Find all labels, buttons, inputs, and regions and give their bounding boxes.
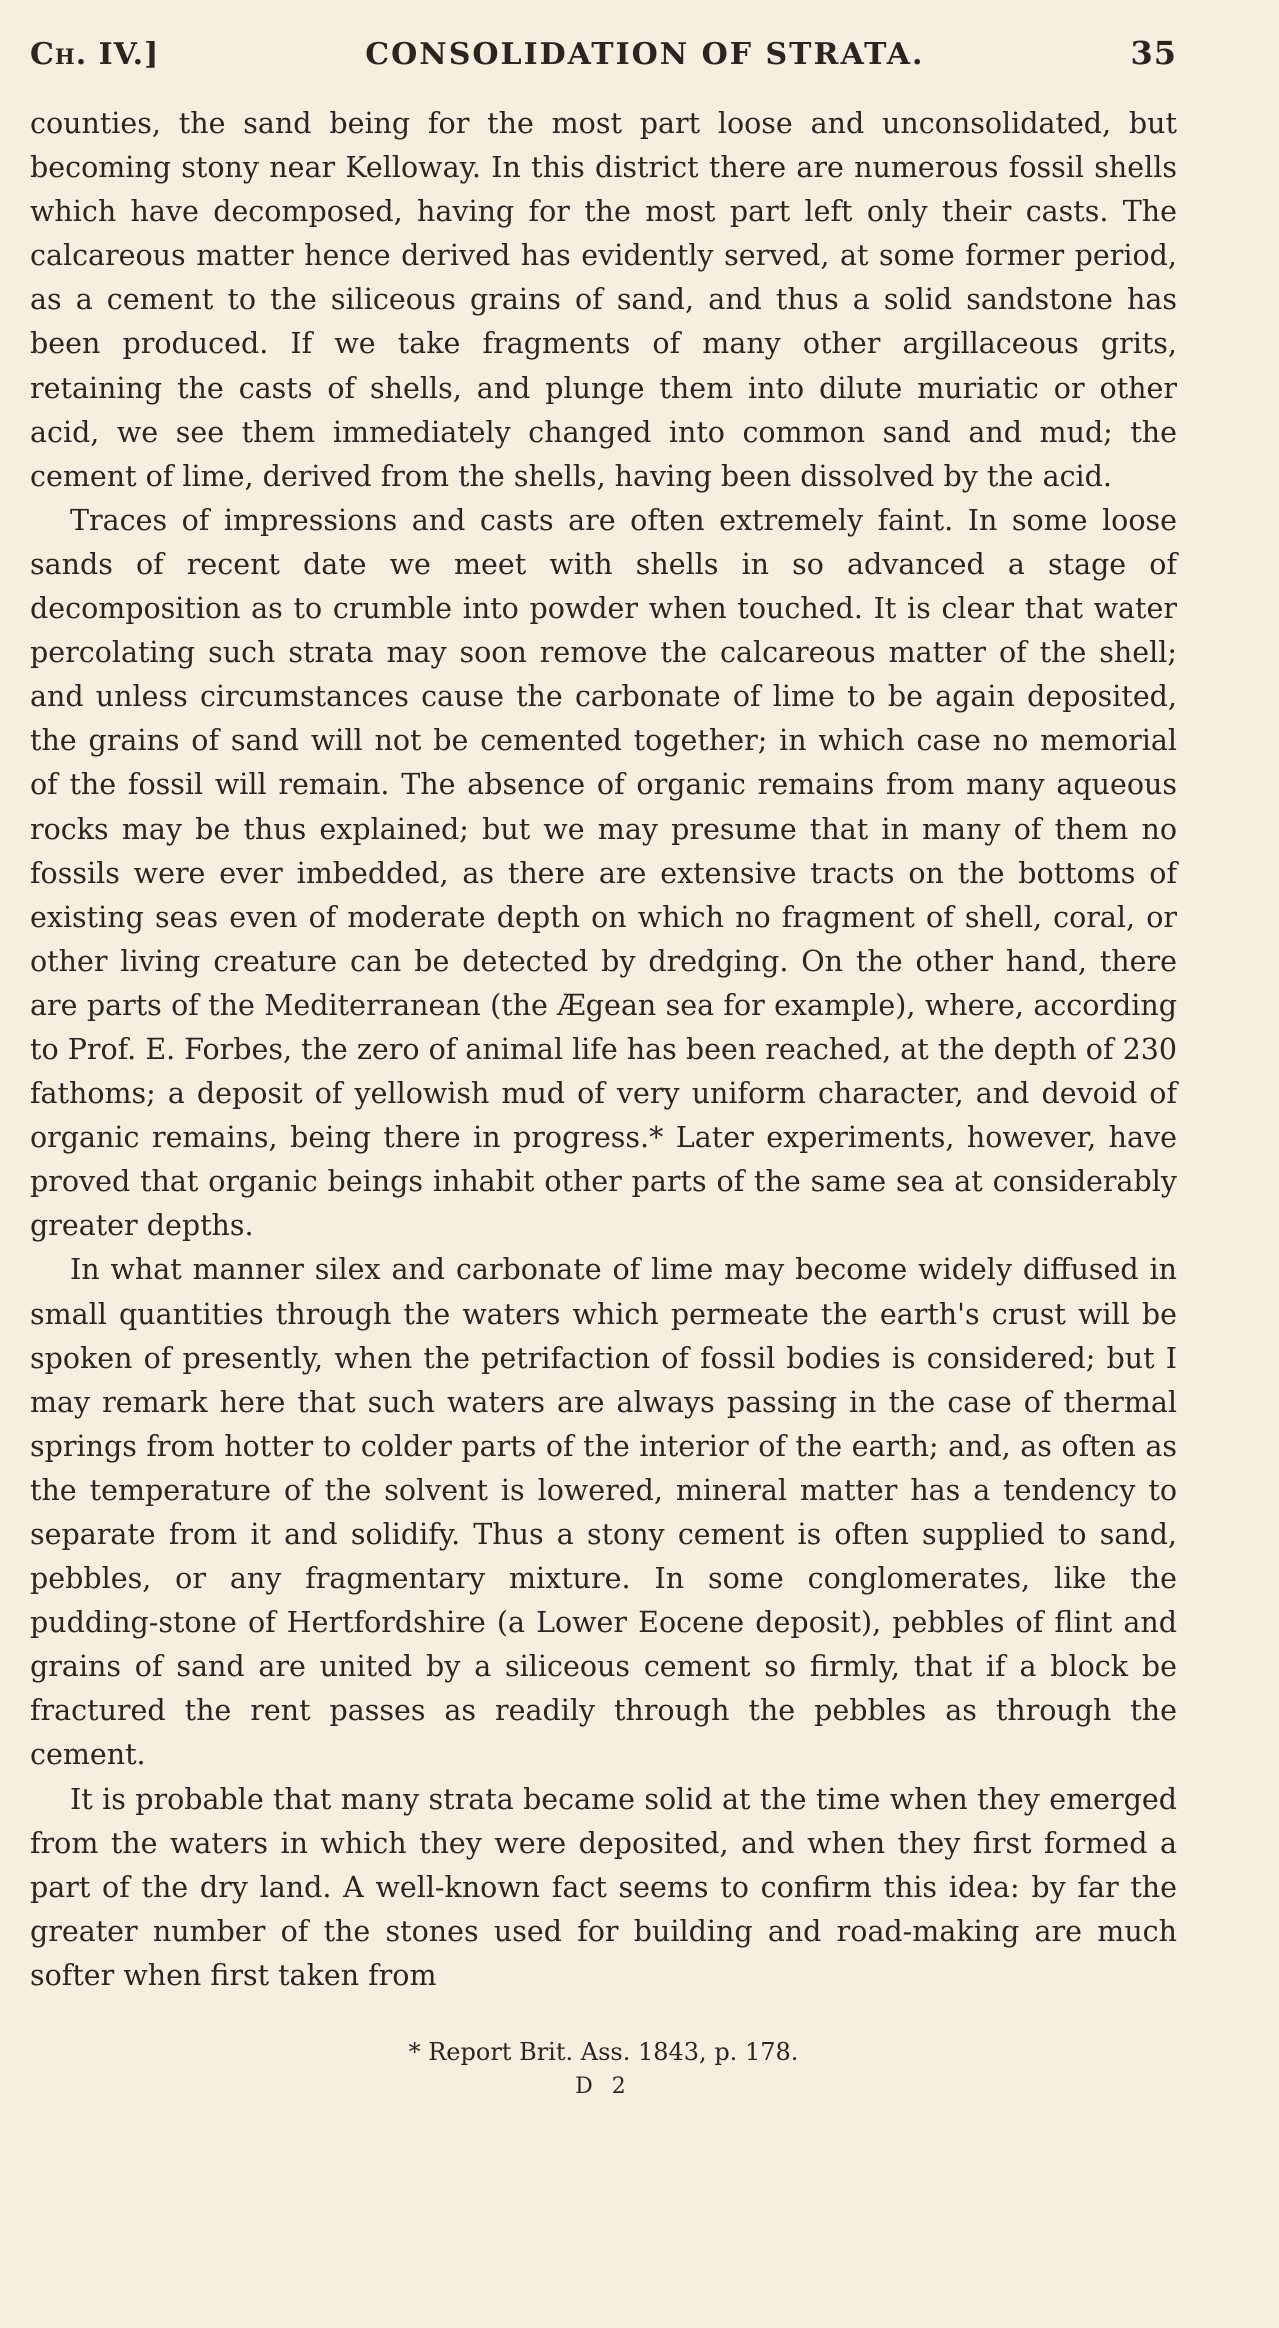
paragraph: It is probable that many strata became solid at the time when they emerged from the waters in which they were deposited, and when they first formed a part of the dry land. A well-known fact seems to confirm this idea: by far the greater number of the stones used for building and road-making are much softer when first taken from bbox=[30, 1782, 1177, 1992]
page-number: 35 bbox=[1130, 34, 1177, 72]
running-header bbox=[30, 34, 1177, 82]
chapter-reference: Ch. IV.] bbox=[30, 37, 160, 72]
book-page bbox=[30, 34, 1177, 2099]
body-text bbox=[30, 102, 1177, 1998]
paragraph: Traces of impressions and casts are often extremely faint. In some loose sands of recent date we meet with shells in so advanced a stage of decomposition as to crumble into powder when touched. It is clear that water percolating such strata may soon remove the calcareous matter of the shell; and unless circumstances cause the carbonate of lime to be again deposited, the grains of sand will not be cemented together; in which case no memorial of the fossil will remain. The absence of organic remains from many aqueous rocks may be thus explained; but we may presume that in many of them no fossils were ever imbedded, as there are extensive tracts on the bottoms of existing seas even of moderate depth on which no fragment of shell, coral, or other living creature can be detected by dredging. On the other hand, there are parts of the Mediterranean (the Ægean sea for example), where, according to Prof. E. Forbes, the zero of animal life has been reached, at the depth of 230 fathoms; a deposit of yellowish mud of very uniform character, and devoid of organic remains, being there in progress.* Later experiments, however, have proved that organic beings inhabit other parts of the same sea at considerably greater depths. bbox=[30, 503, 1177, 1243]
signature-mark: D 2 bbox=[575, 2074, 632, 2100]
paragraph: counties, the sand being for the most part loose and unconsolidated, but becoming stony near Kelloway. In this district there are numerous fossil shells which have decomposed, having for the most part left only their casts. The calcareous matter hence derived has evidently served, at some former period, as a cement to the siliceous grains of sand, and thus a solid sandstone has been produced. If we take fragments of many other argillaceous grits, retaining the casts of shells, and plunge them into dilute muriatic or other acid, we see them immediately changed into common sand and mud; the cement of lime, derived from the shells, having been dissolved by the acid. bbox=[30, 107, 1177, 493]
running-title: CONSOLIDATION OF STRATA. bbox=[365, 37, 925, 72]
paragraph: In what manner silex and carbonate of lime may become widely diffused in small quantities through the waters which permeate the earth's crust will be spoken of presently, when the petrifaction of fossil bodies is considered; but I may remark here that such waters are always passing in the case of thermal springs from hotter to colder parts of the interior of the earth; and, as often as the temperature of the solvent is lowered, mineral matter has a tendency to separate from it and solidify. Thus a stony cement is often supplied to sand, pebbles, or any fragmentary mixture. In some conglomerates, like the pudding-stone of Hertfordshire (a Lower Eocene deposit), pebbles of flint and grains of sand are united by a siliceous cement so firmly, that if a block be fractured the rent passes as readily through the pebbles as through the cement. bbox=[30, 1253, 1177, 1772]
footnote: * Report Brit. Ass. 1843, p. 178. bbox=[408, 2038, 799, 2067]
